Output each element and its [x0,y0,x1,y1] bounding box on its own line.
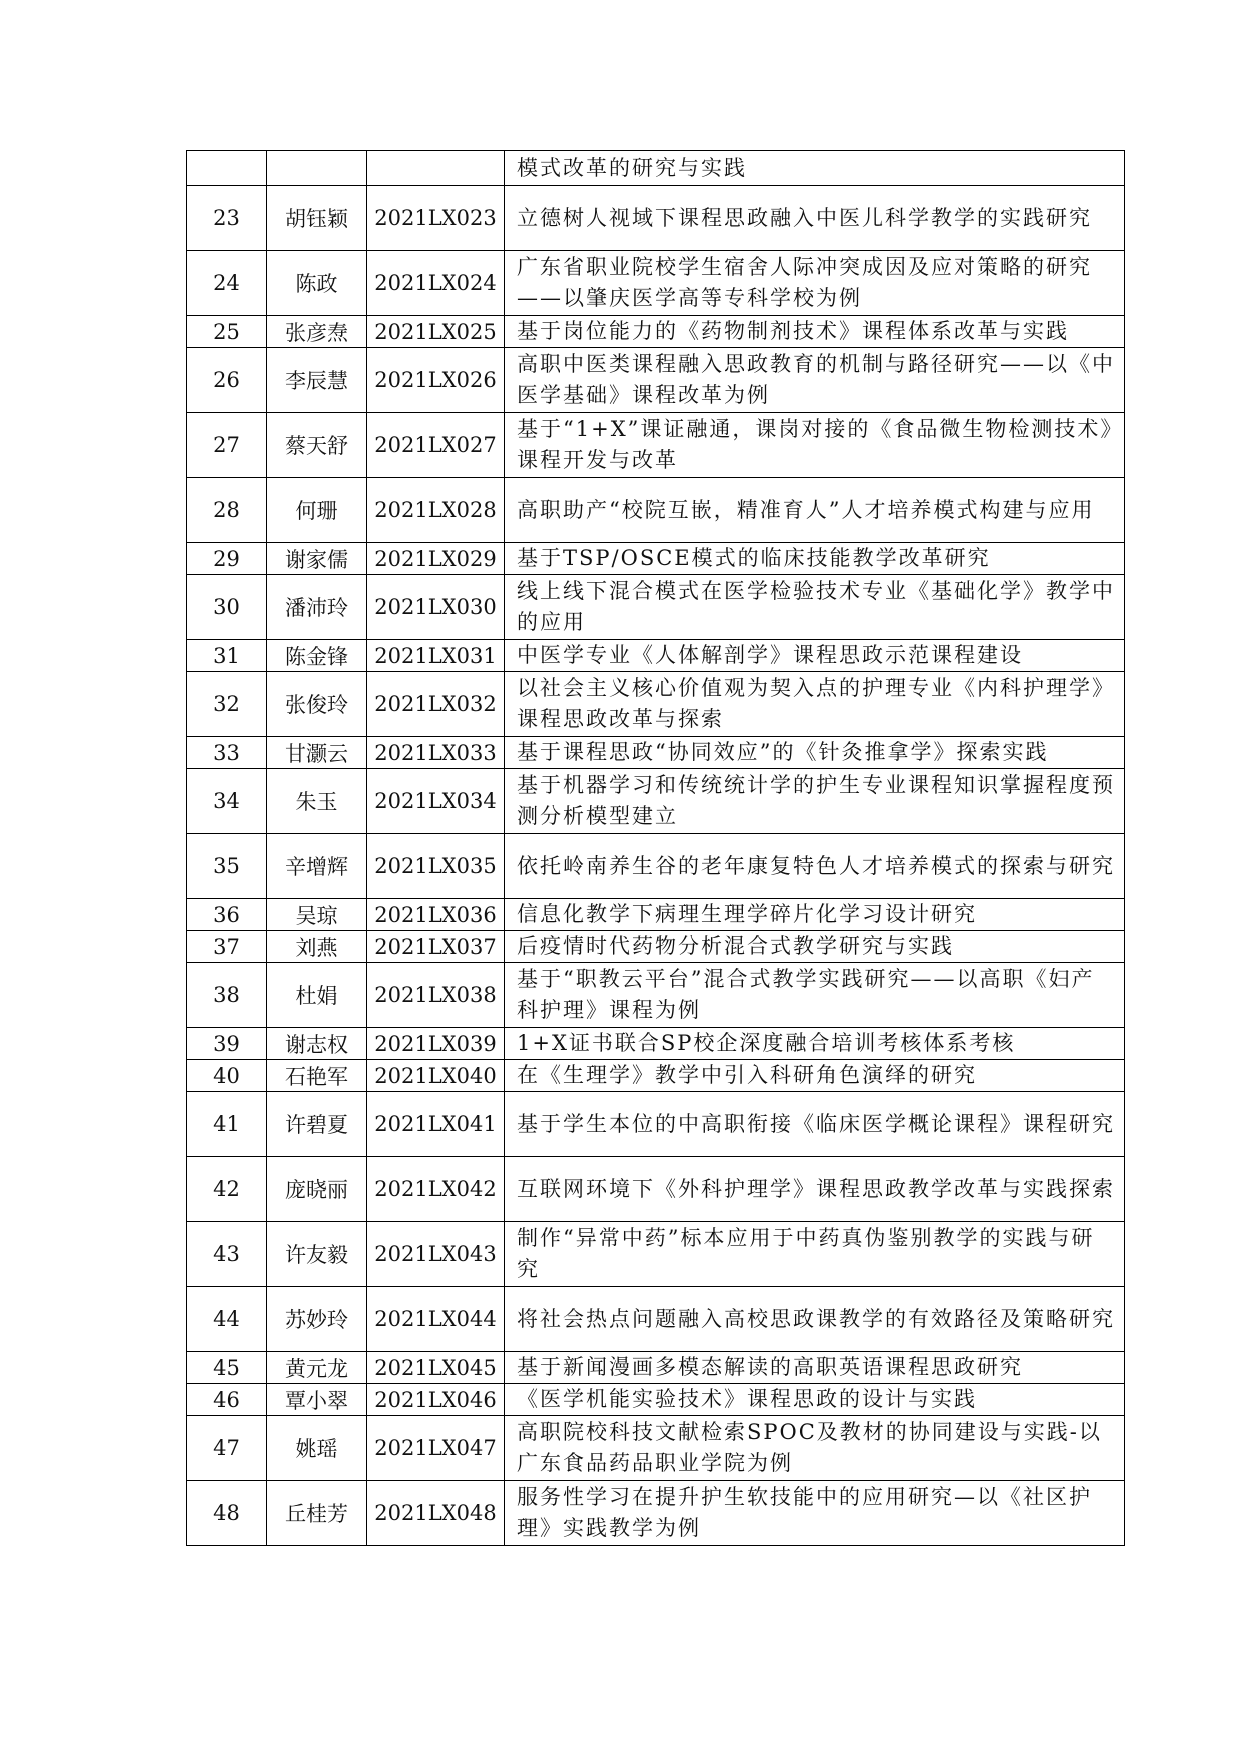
project-title-cell: 高职中医类课程融入思政教育的机制与路径研究——以《中医学基础》课程改革为例 [505,348,1125,413]
table-row-continued [187,151,1125,186]
project-title-cell: 立德树人视域下课程思政融入中医儿科学教学的实践研究 [505,186,1125,251]
name-cell: 苏妙玲 [267,1287,367,1352]
project-table [186,150,1125,1546]
project-title-cell: 基于学生本位的中高职衔接《临床医学概论课程》课程研究 [505,1092,1125,1157]
project-title-cell: 服务性学习在提升护生软技能中的应用研究—以《社区护理》实践教学为例 [505,1481,1125,1546]
name-cell: 黄元龙 [267,1352,367,1384]
name-cell: 庞晓丽 [267,1157,367,1222]
table-row [187,1028,1125,1060]
project-code-cell: 2021LX044 [367,1287,505,1352]
table-row [187,1416,1125,1481]
name-cell: 朱玉 [267,769,367,834]
project-title-cell: 基于机器学习和传统统计学的护生专业课程知识掌握程度预测分析模型建立 [505,769,1125,834]
table-row [187,348,1125,413]
project-title-cell: 高职院校科技文献检索SPOC及教材的协同建设与实践-以广东食品药品职业学院为例 [505,1416,1125,1481]
project-code-cell: 2021LX045 [367,1352,505,1384]
project-title-cell: 基于“职教云平台”混合式教学实践研究——以高职《妇产科护理》课程为例 [505,963,1125,1028]
table-row [187,834,1125,899]
project-code-cell: 2021LX043 [367,1222,505,1287]
project-title-cell: 中医学专业《人体解剖学》课程思政示范课程建设 [505,640,1125,672]
project-code-cell: 2021LX024 [367,251,505,316]
project-code-cell: 2021LX039 [367,1028,505,1060]
name-cell: 李辰慧 [267,348,367,413]
table-row [187,1092,1125,1157]
number-cell: 44 [187,1287,267,1352]
number-cell: 33 [187,737,267,769]
number-cell: 32 [187,672,267,737]
project-title-cell: 线上线下混合模式在医学检验技术专业《基础化学》教学中的应用 [505,575,1125,640]
name-cell: 陈政 [267,251,367,316]
project-code-cell: 2021LX041 [367,1092,505,1157]
number-cell: 26 [187,348,267,413]
project-title-cell: 1+X证书联合SP校企深度融合培训考核体系考核 [505,1028,1125,1060]
number-cell: 36 [187,899,267,931]
number-cell: 41 [187,1092,267,1157]
project-code-cell: 2021LX025 [367,316,505,348]
number-cell: 45 [187,1352,267,1384]
name-cell: 杜娟 [267,963,367,1028]
table-row [187,543,1125,575]
project-title-cell: 互联网环境下《外科护理学》课程思政教学改革与实践探索 [505,1157,1125,1222]
table-row [187,931,1125,963]
name-cell: 谢家儒 [267,543,367,575]
number-cell: 35 [187,834,267,899]
project-title-cell: 基于岗位能力的《药物制剂技术》课程体系改革与实践 [505,316,1125,348]
number-cell: 28 [187,478,267,543]
table-row [187,575,1125,640]
project-title-cell: 信息化教学下病理生理学碎片化学习设计研究 [505,899,1125,931]
project-code-cell: 2021LX027 [367,413,505,478]
empty-cell [367,151,505,186]
table-row [187,1222,1125,1287]
project-title-cell: 依托岭南养生谷的老年康复特色人才培养模式的探索与研究 [505,834,1125,899]
table-row [187,1287,1125,1352]
project-code-cell: 2021LX038 [367,963,505,1028]
name-cell: 潘沛玲 [267,575,367,640]
number-cell: 37 [187,931,267,963]
project-code-cell: 2021LX047 [367,1416,505,1481]
table-row [187,899,1125,931]
project-code-cell: 2021LX030 [367,575,505,640]
name-cell: 石艳军 [267,1060,367,1092]
number-cell: 34 [187,769,267,834]
table-row [187,1157,1125,1222]
project-code-cell: 2021LX033 [367,737,505,769]
project-code-cell: 2021LX040 [367,1060,505,1092]
number-cell: 39 [187,1028,267,1060]
project-title-cell: 基于TSP/OSCE模式的临床技能教学改革研究 [505,543,1125,575]
table-row [187,316,1125,348]
number-cell: 47 [187,1416,267,1481]
table-row [187,769,1125,834]
empty-cell [187,151,267,186]
table-row [187,251,1125,316]
document-page [186,150,1124,1546]
number-cell: 25 [187,316,267,348]
name-cell: 辛增辉 [267,834,367,899]
project-code-cell: 2021LX046 [367,1384,505,1416]
table-row [187,478,1125,543]
project-title-cell: 高职助产“校院互嵌，精准育人”人才培养模式构建与应用 [505,478,1125,543]
project-title-cell: 在《生理学》教学中引入科研角色演绎的研究 [505,1060,1125,1092]
table-row [187,737,1125,769]
table-row [187,1352,1125,1384]
project-title-cell: 广东省职业院校学生宿舍人际冲突成因及应对策略的研究——以肇庆医学高等专科学校为例 [505,251,1125,316]
number-cell: 48 [187,1481,267,1546]
name-cell: 谢志权 [267,1028,367,1060]
name-cell: 刘燕 [267,931,367,963]
name-cell: 胡钰颖 [267,186,367,251]
name-cell: 甘灏云 [267,737,367,769]
project-title-cell: 基于课程思政“协同效应”的《针灸推拿学》探索实践 [505,737,1125,769]
number-cell: 43 [187,1222,267,1287]
project-code-cell: 2021LX034 [367,769,505,834]
number-cell: 40 [187,1060,267,1092]
number-cell: 27 [187,413,267,478]
project-code-cell: 2021LX023 [367,186,505,251]
project-code-cell: 2021LX032 [367,672,505,737]
number-cell: 29 [187,543,267,575]
number-cell: 30 [187,575,267,640]
project-title-cell: 以社会主义核心价值观为契入点的护理专业《内科护理学》课程思政改革与探索 [505,672,1125,737]
table-row [187,413,1125,478]
table-row [187,672,1125,737]
name-cell: 张彦焘 [267,316,367,348]
number-cell: 38 [187,963,267,1028]
project-code-cell: 2021LX037 [367,931,505,963]
name-cell: 许碧夏 [267,1092,367,1157]
project-title-cell: 后疫情时代药物分析混合式教学研究与实践 [505,931,1125,963]
name-cell: 蔡天舒 [267,413,367,478]
name-cell: 许友毅 [267,1222,367,1287]
table-row [187,963,1125,1028]
table-row [187,186,1125,251]
empty-cell [267,151,367,186]
project-title-cell: 模式改革的研究与实践 [505,151,1125,186]
number-cell: 31 [187,640,267,672]
project-code-cell: 2021LX029 [367,543,505,575]
name-cell: 丘桂芳 [267,1481,367,1546]
name-cell: 张俊玲 [267,672,367,737]
number-cell: 24 [187,251,267,316]
name-cell: 覃小翠 [267,1384,367,1416]
project-code-cell: 2021LX031 [367,640,505,672]
project-code-cell: 2021LX028 [367,478,505,543]
project-title-cell: 将社会热点问题融入高校思政课教学的有效路径及策略研究 [505,1287,1125,1352]
project-code-cell: 2021LX036 [367,899,505,931]
project-code-cell: 2021LX048 [367,1481,505,1546]
name-cell: 陈金锋 [267,640,367,672]
project-code-cell: 2021LX042 [367,1157,505,1222]
project-title-cell: 《医学机能实验技术》课程思政的设计与实践 [505,1384,1125,1416]
project-title-cell: 基于“1+X”课证融通，课岗对接的《食品微生物检测技术》课程开发与改革 [505,413,1125,478]
table-row [187,1481,1125,1546]
number-cell: 46 [187,1384,267,1416]
name-cell: 何珊 [267,478,367,543]
table-row [187,1060,1125,1092]
project-code-cell: 2021LX035 [367,834,505,899]
table-row [187,640,1125,672]
project-title-cell: 基于新闻漫画多模态解读的高职英语课程思政研究 [505,1352,1125,1384]
name-cell: 吴琼 [267,899,367,931]
number-cell: 23 [187,186,267,251]
project-title-cell: 制作“异常中药”标本应用于中药真伪鉴别教学的实践与研究 [505,1222,1125,1287]
name-cell: 姚瑶 [267,1416,367,1481]
project-code-cell: 2021LX026 [367,348,505,413]
table-row [187,1384,1125,1416]
number-cell: 42 [187,1157,267,1222]
